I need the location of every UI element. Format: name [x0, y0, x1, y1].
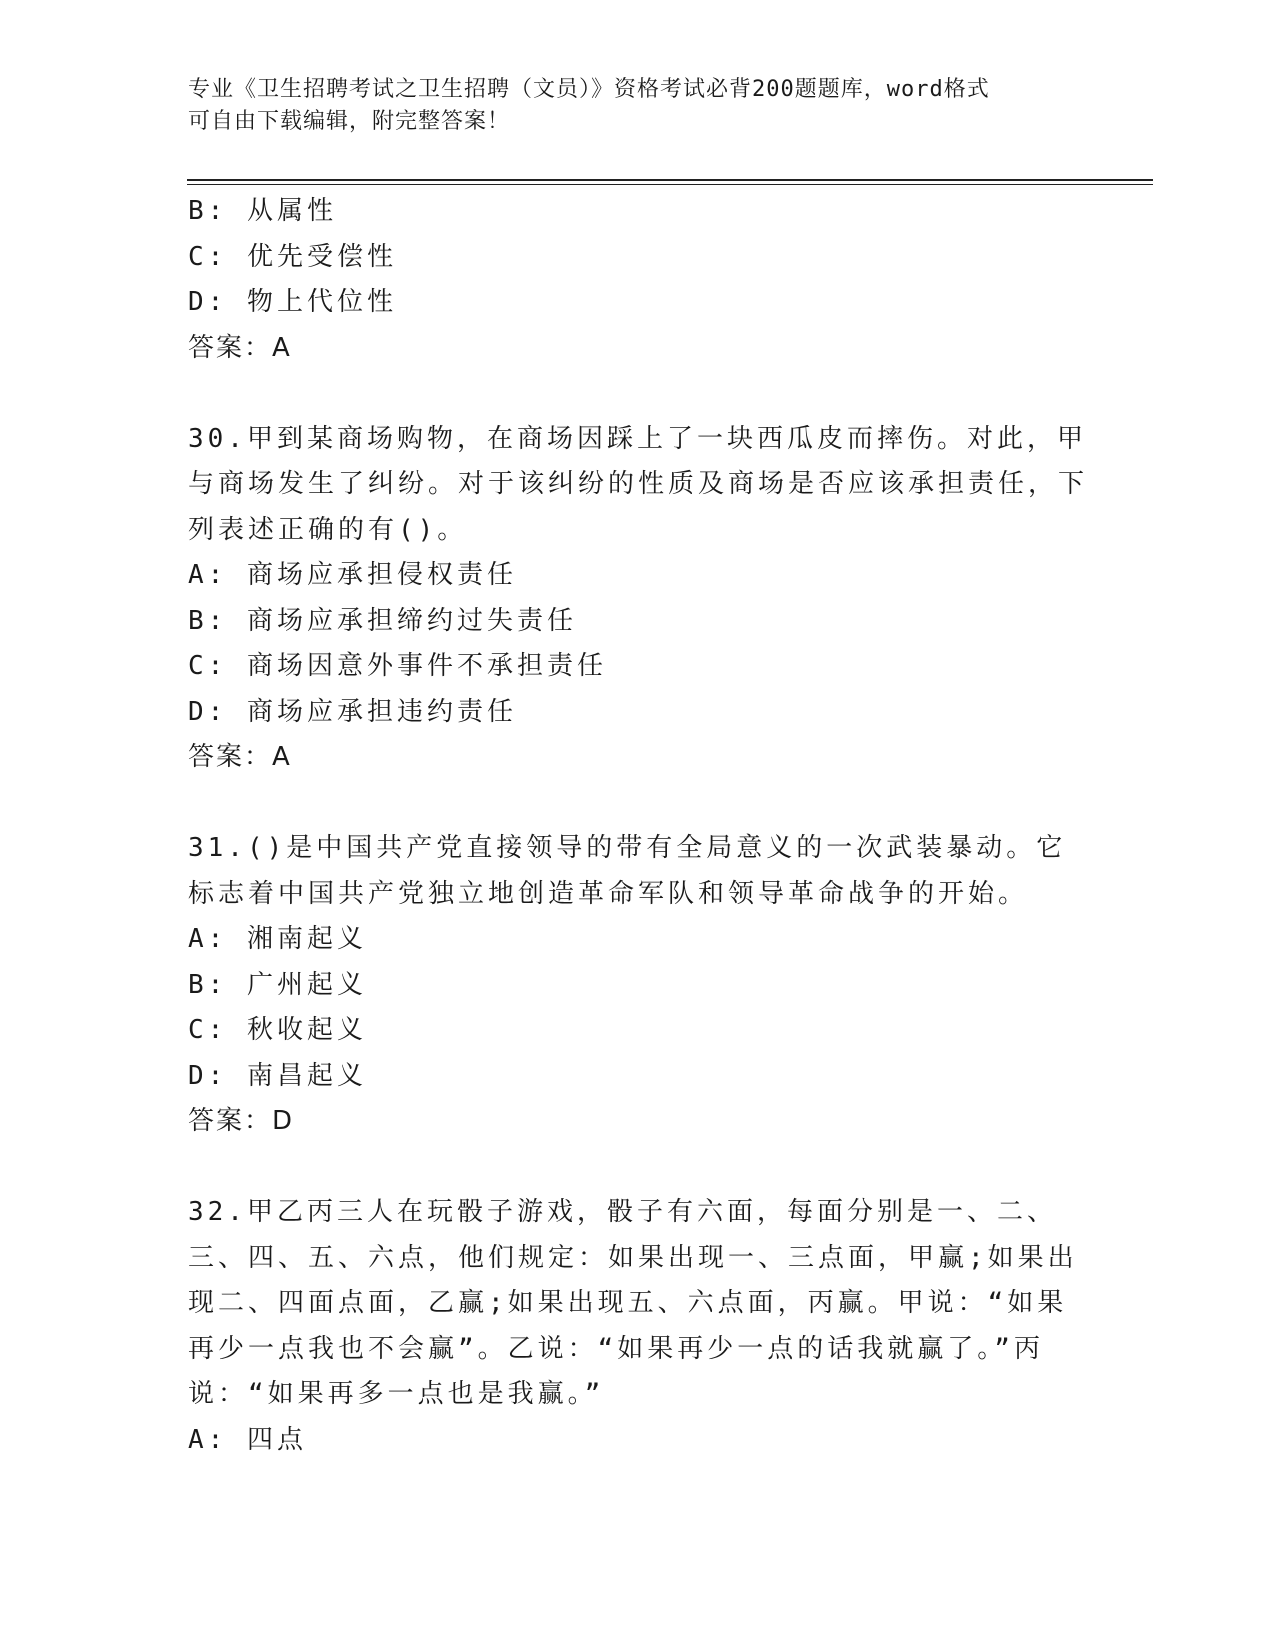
header-title-line1: 专业《卫生招聘考试之卫生招聘（文员）》资格考试必背200题题库，word格式 — [188, 77, 990, 102]
spacer — [188, 371, 1088, 417]
option-d: D: 物上代位性 — [188, 287, 397, 317]
question-stem: 32.甲乙丙三人在玩骰子游戏，骰子有六面，每面分别是一、二、三、四、五、六点，他们规定：如果出现一、三点面，甲赢;如果出现二、四面点面，乙赢;如果出现五、六点面，丙赢。甲说：“如果再少一点我也不会赢”。乙说：“如果再少一点的话我就赢了。”丙说：“如果再多一点也是我赢。” — [188, 1197, 1078, 1409]
spacer — [188, 1145, 1088, 1191]
answer-line: 答案：A — [188, 742, 292, 772]
header-rule-thick — [187, 179, 1153, 181]
option-b: B: 从属性 — [188, 196, 337, 226]
option-d: D: 商场应承担违约责任 — [188, 696, 517, 727]
option-c: C: 秋收起义 — [188, 1015, 367, 1045]
question-stem: 30.甲到某商场购物，在商场因踩上了一块西瓜皮而摔伤。对此，甲与商场发生了纠纷。对于该纠纷的性质及商场是否应该承担责任，下列表述正确的有()。 — [188, 423, 1089, 545]
header-title-line2: 可自由下载编辑，附完整答案！ — [188, 109, 511, 134]
option-c: C: 优先受偿性 — [188, 241, 397, 272]
question-stem: 31.()是中国共产党直接领导的带有全局意义的一次武装暴动。它标志着中国共产党独立地创造革命军队和领导革命战争的开始。 — [188, 833, 1067, 909]
option-a: A: 商场应承担侵权责任 — [188, 560, 517, 590]
document-header — [188, 74, 1088, 138]
question-31 — [188, 826, 1088, 1145]
answer-line: 答案：D — [188, 1106, 295, 1136]
option-d: D: 南昌起义 — [188, 1060, 367, 1091]
option-b: B: 广州起义 — [188, 969, 367, 1000]
option-a: A: 湘南起义 — [188, 924, 367, 954]
option-b: B: 商场应承担缔约过失责任 — [188, 605, 577, 636]
document-body — [188, 189, 1088, 1463]
question-29-continued — [188, 189, 1088, 371]
answer-line: 答案：A — [188, 332, 292, 363]
question-30 — [188, 417, 1088, 781]
question-32 — [188, 1190, 1088, 1463]
option-a: A: 四点 — [188, 1424, 307, 1455]
header-rule-thin — [187, 184, 1153, 185]
option-c: C: 商场因意外事件不承担责任 — [188, 651, 607, 681]
spacer — [188, 781, 1088, 827]
